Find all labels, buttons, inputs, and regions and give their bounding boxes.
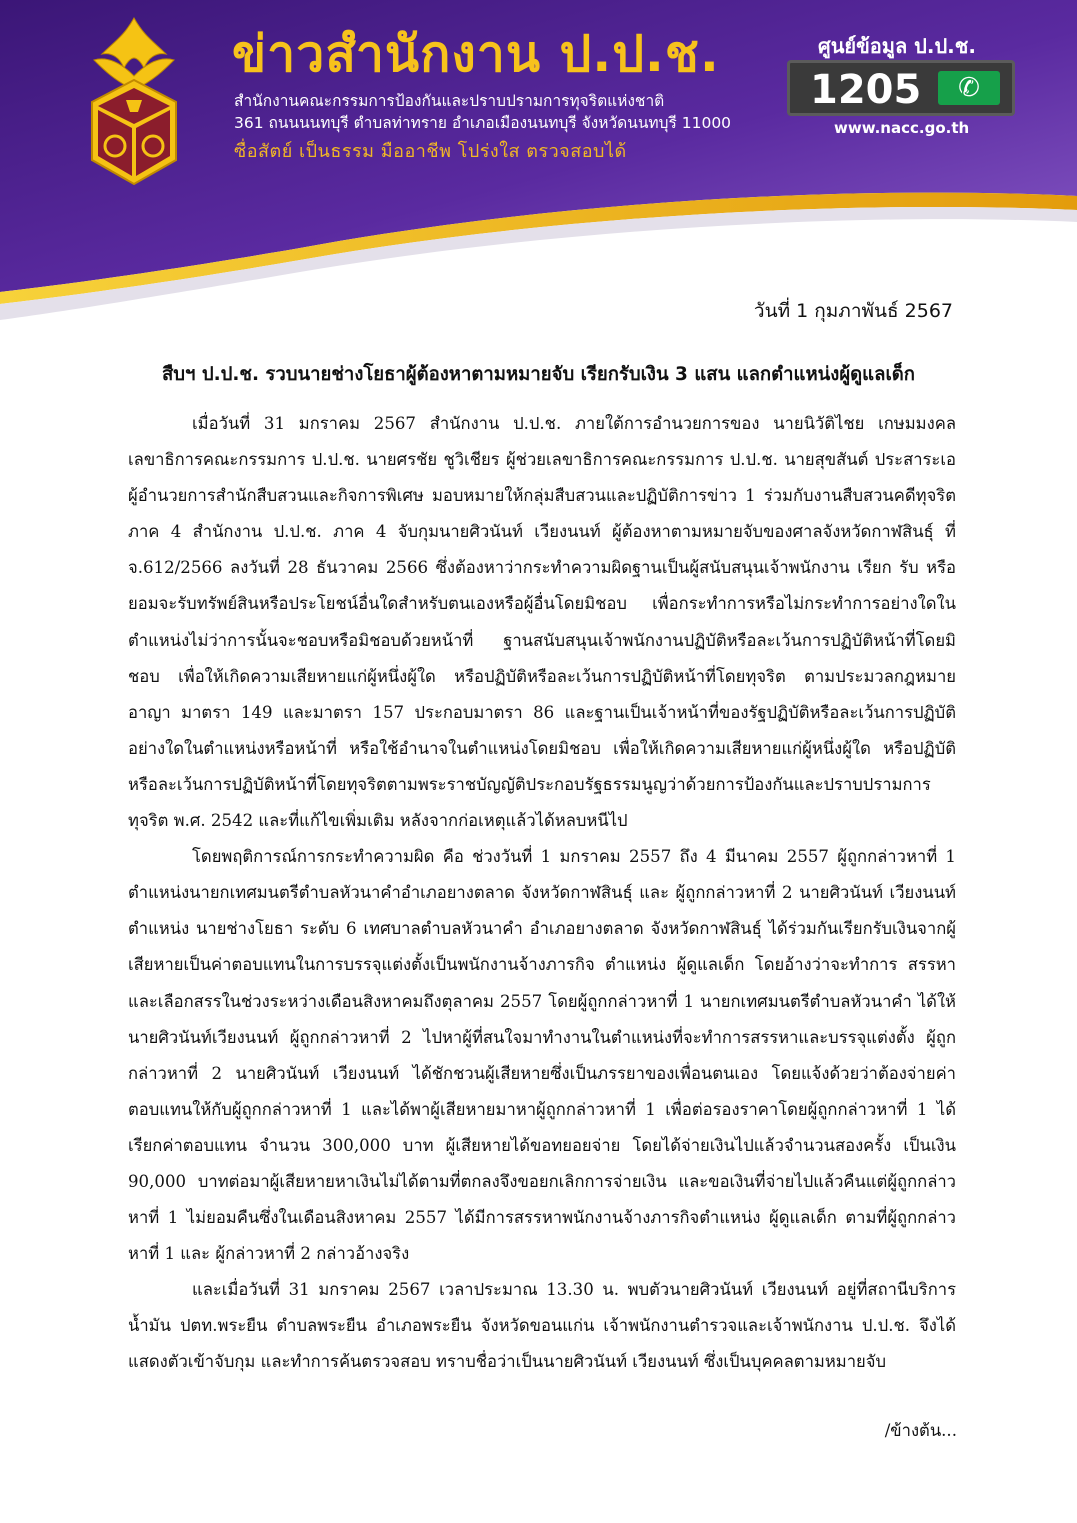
letterhead-banner [0,0,1077,340]
document-title: สืบฯ ป.ป.ช. รวบนายช่างโยธาผู้ต้องหาตามหมายจับ เรียกรับเงิน 3 แสน แลกตำแหน่งผู้ดูแลเด็ก [162,364,915,385]
hotline-label: ศูนย์ข้อมูล ป.ป.ช. [818,34,976,58]
continuation-marker: /ข้างต้น... [884,1421,957,1440]
organization-name: สำนักงานคณะกรรมการป้องกันและปราบปรามการทุจริตแห่งชาติ [234,92,665,110]
newsletter-title: ข่าวสำนักงาน ป.ป.ช. [232,25,720,83]
document-date: วันที่ 1 กุมภาพันธ์ 2567 [753,300,953,322]
body-paragraph: โดยพฤติการณ์การกระทำความผิด คือ ช่วงวันที่ 1 มกราคม 2557 ถึง 4 มีนาคม 2557 ผู้ถูกกล่าวหาที่ 1 ตำแหน่งนายกเทศมนตรีตำบลหัวนาคำอำเภอยางตลาด จังหวัดกาฬสินธุ์ และ ผู้ถูกกล่าวหาที่ 2 นายศิวนันท์ เวียงนนท์ ตำแหน่ง นายช่างโยธา ระดับ 6 เทศบาลตำบลหัวนาคำ อำเภอยางตลาด จังหวัดกาฬสินธุ์ ได้ร่วมกันเรียกรับเงินจากผู้เสียหายเป็นค่าตอบแทนในการบรรจุแต่งตั้งเป็นพนักงานจ้างภารกิจ ตำแหน่ง ผู้ดูแลเด็ก โดยอ้างว่าจะทำการ สรรหาและเลือกสรรในช่วงระหว่างเดือนสิงหาคมถึงตุลาคม 2557 โดยผู้ถูกกล่าวหาที่ 1 นายกเทศมนตรีตำบลหัวนาคำ ได้ให้นายศิวนันท์เวียงนนท์ ผู้ถูกกล่าวหาที่ 2 ไปหาผู้ที่สนใจมาทำงานในตำแหน่งที่จะทำการสรรหาและบรรจุแต่งตั้ง ผู้ถูกกล่าวหาที่ 2 นายศิวนันท์ เวียงนนท์ ได้ชักชวนผู้เสียหายซึ่งเป็นภรรยาของเพื่อนตนเอง โดยแจ้งด้วยว่าต้องจ่ายค่าตอบแทนให้กับผู้ถูกกล่าวหาที่ 1 และได้พาผู้เสียหายมาหาผู้ถูกกล่าวหาที่ 1 เพื่อต่อรองราคาโดยผู้ถูกกล่าวหาที่ 1 ได้เรียกค่าตอบแทน จำนวน 300,000 บาท ผู้เสียหายได้ขอทยอยจ่าย โดยได้จ่ายเงินไปแล้วจำนวนสองครั้ง เป็นเงิน 90,000 บาทต่อมาผู้เสียหายหาเงินไม่ได้ตามที่ตกลงจึงขอยกเลิกการจ่ายเงิน และขอเงินที่จ่ายไปแล้วคืนแต่ผู้ถูกกล่าวหาที่ 1 ไม่ยอมคืนซึ่งในเดือนสิงหาคม 2557 ได้มีการสรรหาพนักงานจ้างภารกิจตำแหน่ง ผู้ดูแลเด็ก ตามที่ผู้ถูกกล่าวหาที่ 1 และ ผู้กล่าวหาที่ 2 กล่าวอ้างจริง [128,847,956,1264]
organization-motto: ซื่อสัตย์ เป็นธรรม มืออาชีพ โปร่งใส ตรวจสอบได้ [234,141,627,162]
organization-address: 361 ถนนนนทบุรี ตำบลท่าทราย อำเภอเมืองนนทบุรี จังหวัดนนทบุรี 11000 [234,114,732,132]
website-url: www.nacc.go.th [834,119,970,137]
body-paragraph: เมื่อวันที่ 31 มกราคม 2567 สำนักงาน ป.ป.ช. ภายใต้การอำนวยการของ นายนิวัติไชย เกษมมงคล เลขาธิการคณะกรรมการ ป.ป.ช. นายศรชัย ชูวิเชียร ผู้ช่วยเลขาธิการคณะกรรมการ ป.ป.ช. นายสุขสันต์ ประสาระเอ ผู้อำนวยการสำนักสืบสวนและกิจการพิเศษ มอบหมายให้กลุ่มสืบสวนและปฏิบัติการข่าว 1 ร่วมกับงานสืบสวนคดีทุจริตภาค 4 สำนักงาน ป.ป.ช. ภาค 4 จับกุมนายศิวนันท์ เวียงนนท์ ผู้ต้องหาตามหมายจับของศาลจังหวัดกาฬสินธุ์ ที่ จ.612/2566 ลงวันที่ 28 ธันวาคม 2566 ซึ่งต้องหาว่ากระทำความผิดฐานเป็นผู้สนับสนุนเจ้าพนักงาน เรียก รับ หรือยอมจะรับทรัพย์สินหรือประโยชน์อื่นใดสำหรับตนเองหรือผู้อื่นโดยมิชอบ เพื่อกระทำการหรือไม่กระทำการอย่างใดในตำแหน่งไม่ว่าการนั้นจะชอบหรือมิชอบด้วยหน้าที่ ฐานสนับสนุนเจ้าพนักงานปฏิบัติหรือละเว้นการปฏิบัติหน้าที่โดยมิชอบ เพื่อให้เกิดความเสียหายแก่ผู้หนึ่งผู้ใด หรือปฏิบัติหรือละเว้นการปฏิบัติหน้าที่โดยทุจริต ตามประมวลกฎหมายอาญา มาตรา 149 และมาตรา 157 ประกอบมาตรา 86 และฐานเป็นเจ้าหน้าที่ของรัฐปฏิบัติหรือละเว้นการปฏิบัติอย่างใดในตำแหน่งหรือหน้าที่ หรือใช้อำนาจในตำแหน่งโดยมิชอบ เพื่อให้เกิดความเสียหายแก่ผู้หนึ่งผู้ใด หรือปฏิบัติหรือละเว้นการปฏิบัติหน้าที่โดยทุจริตตามพระราชบัญญัติประกอบรัฐธรรมนูญว่าด้วยการป้องกันและปราบปรามการทุจริต พ.ศ. 2542 และที่แก้ไขเพิ่มเติม หลังจากก่อเหตุแล้วได้หลบหนีไป [128,414,956,831]
nacc-emblem-logo [78,14,190,190]
document-body [128,406,956,1381]
phone-icon: ✆ [938,71,1000,105]
hotline-panel [787,60,1015,116]
hotline-number: 1205 [810,67,922,113]
body-paragraph: และเมื่อวันที่ 31 มกราคม 2567 เวลาประมาณ 13.30 น. พบตัวนายศิวนันท์ เวียงนนท์ อยู่ที่สถานีบริการน้ำมัน ปตท.พระยืน ตำบลพระยืน อำเภอพระยืน จังหวัดขอนแก่น เจ้าพนักงานตำรวจและเจ้าพนักงาน ป.ป.ช. จึงได้แสดงตัวเข้าจับกุม และทำการค้นตรวจสอบ ทราบชื่อว่าเป็นนายศิวนันท์ เวียงนนท์ ซึ่งเป็นบุคคลตามหมายจับ [128,1280,956,1372]
